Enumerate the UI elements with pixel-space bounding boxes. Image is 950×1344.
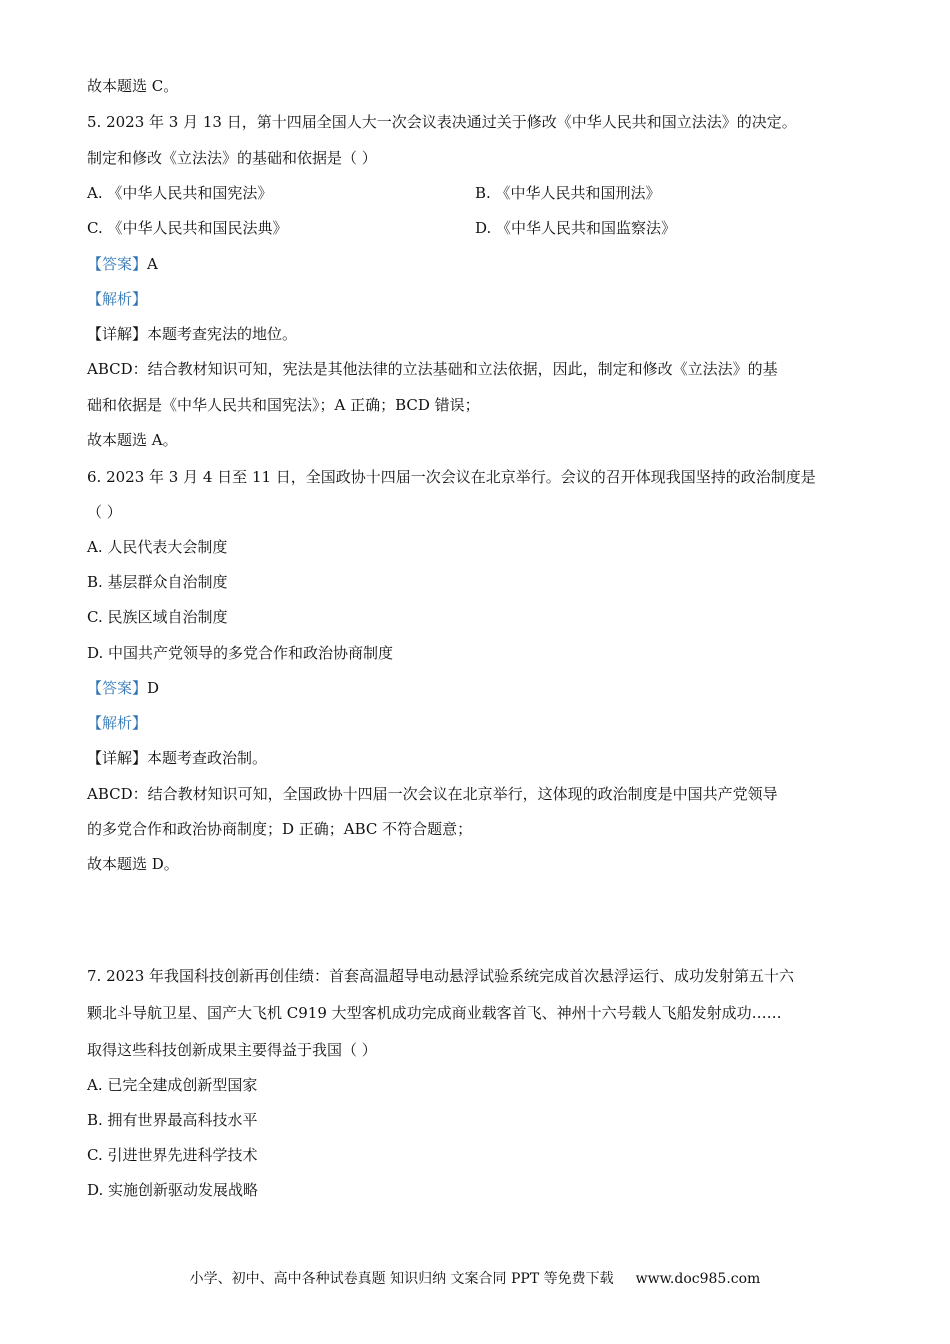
q5-detail-label: 【详解】 <box>87 325 148 343</box>
q6-stem-line1: 6. 2023 年 3 月 4 日至 11 日，全国政协十四届一次会议在北京举行。会议的召开体现我国坚持的政治制度是 <box>87 468 816 486</box>
q6-detail-text: 本题考查政治制。 <box>147 749 268 767</box>
q6-analysis-heading: 【解析】 <box>87 714 148 732</box>
footer-site-link[interactable]: www.doc985.com <box>635 1271 761 1287</box>
q5-analysis-label <box>87 289 147 309</box>
q5-option-c: C. 《中华人民共和国民法典》 <box>87 219 288 237</box>
q6-stem-line2: （ ） <box>87 503 122 521</box>
q7-option-c: C. 引进世界先进科学技术 <box>87 1146 258 1164</box>
page-footer <box>0 1269 950 1289</box>
q7-option-d: D. 实施创新驱动发展战略 <box>87 1181 259 1199</box>
q6-conclusion: 故本题选 D。 <box>87 855 179 873</box>
q6-detail-label: 【详解】 <box>87 749 148 767</box>
q5-analysis-heading: 【解析】 <box>87 290 148 308</box>
q5-option-a: A. 《中华人民共和国宪法》 <box>87 184 273 202</box>
q7-stem-line2: 颗北斗导航卫星、国产大飞机 C919 大型客机成功完成商业载客首飞、神州十六号载人飞船发射成功…… <box>87 1004 782 1022</box>
q5-detail-text: 本题考查宪法的地位。 <box>147 325 298 343</box>
q4-conclusion: 故本题选 C。 <box>87 77 179 95</box>
q5-answer-label: 【答案】 <box>87 255 148 273</box>
q6-option-c: C. 民族区域自治制度 <box>87 608 228 626</box>
q6-explain-line2: 的多党合作和政治协商制度；D 正确；ABC 不符合题意； <box>87 820 473 838</box>
q6-analysis-label <box>87 713 147 733</box>
q6-option-a: A. 人民代表大会制度 <box>87 538 228 556</box>
q6-answer-value: D <box>147 679 160 697</box>
footer-text: 小学、初中、高中各种试卷真题 知识归纳 文案合同 PPT 等免费下载 <box>189 1271 614 1287</box>
q7-option-b: B. 拥有世界最高科技水平 <box>87 1111 258 1129</box>
q6-explain-line1: ABCD：结合教材知识可知，全国政协十四届一次会议在北京举行，这体现的政治制度是中国共产党领导 <box>87 785 778 803</box>
q6-detail <box>87 748 267 768</box>
q6-answer-label: 【答案】 <box>87 679 148 697</box>
q5-explain-line2: 础和依据是《中华人民共和国宪法》；A 正确；BCD 错误； <box>87 396 480 414</box>
q6-option-b: B. 基层群众自治制度 <box>87 573 228 591</box>
q5-stem-line1: 5. 2023 年 3 月 13 日，第十四届全国人大一次会议表决通过关于修改《中华人民共和国立法法》的决定。 <box>87 113 797 131</box>
q7-stem-line1: 7. 2023 年我国科技创新再创佳绩：首套高温超导电动悬浮试验系统完成首次悬浮运行、成功发射第五十六 <box>87 967 795 985</box>
q7-stem-line3: 取得这些科技创新成果主要得益于我国（ ） <box>87 1041 377 1059</box>
q5-stem-line2: 制定和修改《立法法》的基础和依据是（ ） <box>87 149 377 167</box>
q5-detail <box>87 324 297 344</box>
q5-answer <box>87 254 158 274</box>
q5-explain-line1: ABCD：结合教材知识可知，宪法是其他法律的立法基础和立法依据，因此，制定和修改《立法法》的基 <box>87 360 778 378</box>
q6-answer <box>87 678 159 698</box>
q5-conclusion: 故本题选 A。 <box>87 431 178 449</box>
q5-option-b: B. 《中华人民共和国刑法》 <box>475 184 661 202</box>
q7-option-a: A. 已完全建成创新型国家 <box>87 1076 258 1094</box>
q6-option-d: D. 中国共产党领导的多党合作和政治协商制度 <box>87 644 394 662</box>
q5-answer-value: A <box>147 255 158 273</box>
q5-option-d: D. 《中华人民共和国监察法》 <box>475 219 677 237</box>
